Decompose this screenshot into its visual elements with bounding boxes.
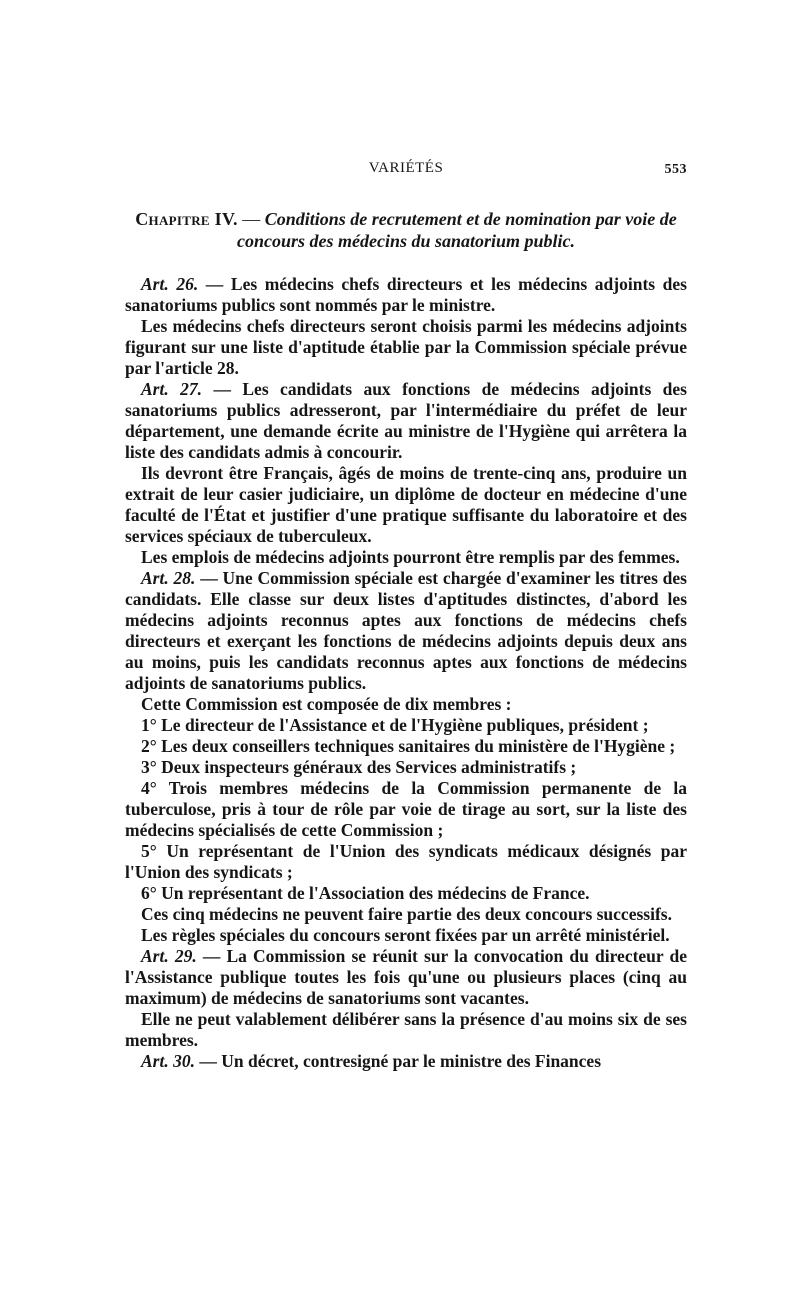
paragraph-text: — Une Commission spéciale est chargée d'examiner les titres des candidats. Elle classe sur deux listes d'aptitudes distinctes, d'abord les médecins adjoints reconnus aptes aux fonctions de médecins chefs directeurs et exerçant les fonctions de médecins adjoints depuis deux ans au moins, puis les candidats reconnus aptes aux fonctions de médecins adjoints de sanatoriums publics. xyxy=(125,568,687,693)
paragraph xyxy=(125,379,687,463)
paragraph xyxy=(125,1009,687,1051)
paragraph-text: — Les médecins chefs directeurs et les médecins adjoints des sanatoriums publics sont nommés par le ministre. xyxy=(125,274,687,315)
paragraph xyxy=(125,904,687,925)
paragraph xyxy=(125,883,687,904)
body-text xyxy=(125,274,687,1072)
paragraph xyxy=(125,316,687,379)
paragraph xyxy=(125,841,687,883)
article-number: Art. 29. xyxy=(141,946,197,966)
paragraph xyxy=(125,694,687,715)
article-number: Art. 30. xyxy=(141,1051,195,1071)
paragraph-text: Les emplois de médecins adjoints pourront être remplis par des femmes. xyxy=(141,547,680,567)
paragraph xyxy=(125,736,687,757)
paragraph-text: Ils devront être Français, âgés de moins de trente-cinq ans, produire un extrait de leur casier judiciaire, un diplôme de docteur en médecine d'une faculté de l'État et justifier d'une pratique suffisante du laboratoire et des services spéciaux de tuberculeux. xyxy=(125,463,687,546)
article-number: Art. 27. xyxy=(141,379,203,399)
paragraph-text: Les règles spéciales du concours seront fixées par un arrêté ministériel. xyxy=(141,925,670,945)
paragraph-text: 2° Les deux conseillers techniques sanitaires du ministère de l'Hygiène ; xyxy=(141,736,676,756)
paragraph-text: 6° Un représentant de l'Association des médecins de France. xyxy=(141,883,590,903)
chapter-heading xyxy=(125,208,687,252)
paragraph xyxy=(125,778,687,841)
paragraph xyxy=(125,568,687,694)
paragraph-text: Ces cinq médecins ne peuvent faire partie des deux concours successifs. xyxy=(141,904,672,924)
article-number: Art. 26. xyxy=(141,274,199,294)
document-page xyxy=(125,160,687,1072)
paragraph-text: — La Commission se réunit sur la convocation du directeur de l'Assistance publique toutes les fois qu'une ou plusieurs places (cinq au maximum) de médecins de sanatoriums sont vacantes. xyxy=(125,946,687,1008)
paragraph-text: 1° Le directeur de l'Assistance et de l'Hygiène publiques, président ; xyxy=(141,715,649,735)
paragraph-text: 5° Un représentant de l'Union des syndicats médicaux désignés par l'Union des syndicats ; xyxy=(125,841,687,882)
paragraph-text: 3° Deux inspecteurs généraux des Services administratifs ; xyxy=(141,757,577,777)
paragraph xyxy=(125,946,687,1009)
chapter-subtitle: Conditions de recrutement et de nomination par voie de concours des médecins du sanatorium public. xyxy=(236,209,677,251)
paragraph-text: — Les candidats aux fonctions de médecins adjoints des sanatoriums publics adresseront, par l'intermédiaire du préfet de leur département, une demande écrite au ministre de l'Hygiène qui arrêtera la liste des candidats admis à concourir. xyxy=(125,379,687,462)
paragraph xyxy=(125,757,687,778)
article-number: Art. 28. xyxy=(141,568,196,588)
paragraph-text: Elle ne peut valablement délibérer sans la présence d'au moins six de ses membres. xyxy=(125,1009,687,1050)
paragraph-text: 4° Trois membres médecins de la Commission permanente de la tuberculose, pris à tour de rôle par voie de tirage au sort, sur la liste des médecins spécialisés de cette Commission ; xyxy=(125,778,687,840)
paragraph xyxy=(125,547,687,568)
running-title: VARIÉTÉS xyxy=(368,160,444,176)
paragraph-text: Cette Commission est composée de dix membres : xyxy=(141,694,512,714)
paragraph xyxy=(125,925,687,946)
running-head xyxy=(125,160,687,190)
page-number: 553 xyxy=(664,162,687,177)
chapter-dash: — xyxy=(237,209,265,229)
paragraph xyxy=(125,463,687,547)
paragraph xyxy=(125,274,687,316)
chapter-label: Chapitre IV. xyxy=(135,209,238,229)
paragraph xyxy=(125,1051,687,1072)
paragraph xyxy=(125,715,687,736)
paragraph-text: — Un décret, contresigné par le ministre des Finances xyxy=(194,1051,602,1071)
paragraph-text: Les médecins chefs directeurs seront choisis parmi les médecins adjoints figurant sur une liste d'aptitude établie par la Commission spéciale prévue par l'article 28. xyxy=(125,316,687,378)
